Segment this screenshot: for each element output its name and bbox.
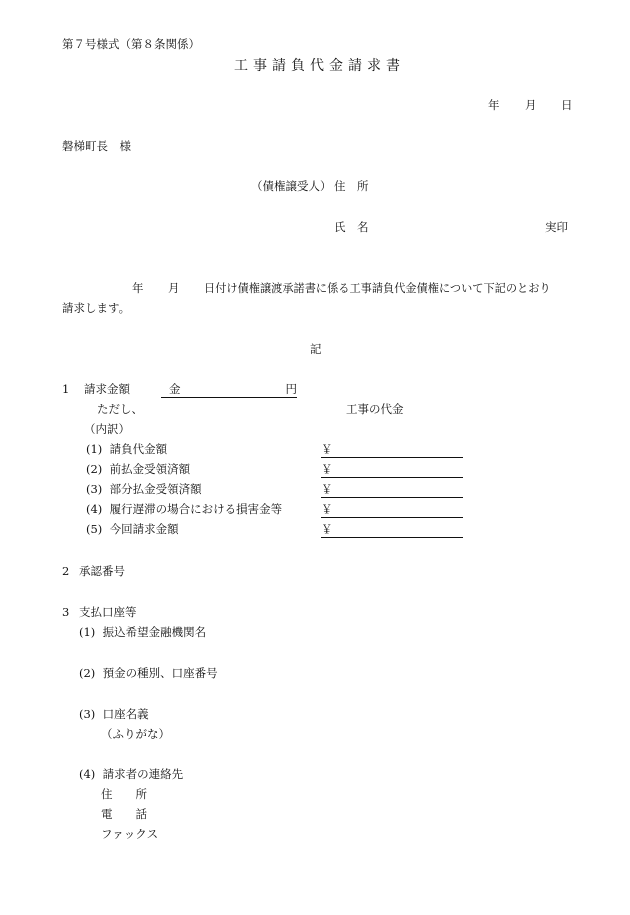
- currency-symbol: ￥: [321, 462, 333, 476]
- section2-label: 承認番号: [79, 564, 125, 578]
- breakdown-item-2: [86, 463, 190, 477]
- breakdown-item-4-amount: [321, 503, 463, 518]
- currency-symbol: ￥: [321, 442, 333, 456]
- account-type-label: (2) 預金の種別、口座番号: [79, 666, 218, 680]
- amount-field: [161, 383, 297, 398]
- section2-number: 2: [62, 564, 70, 578]
- breakdown-item-1-amount: [321, 443, 463, 458]
- breakdown-label: （内訳）: [84, 422, 130, 436]
- section1-number: 1: [62, 382, 70, 396]
- form-number: 第７号様式（第８条関係）: [62, 37, 200, 51]
- section1-label: 請求金額: [84, 382, 130, 396]
- breakdown-item-3-amount: [321, 483, 463, 498]
- date-day: 日: [561, 98, 573, 112]
- breakdown-item-1: [86, 443, 167, 457]
- contact-phone-label: 電 話: [101, 807, 147, 821]
- body-year: 年: [132, 281, 144, 295]
- item-label: 請負代金額: [109, 442, 168, 456]
- item-label: 部分払金受領済額: [109, 482, 202, 496]
- amount-prefix: 金: [169, 382, 181, 396]
- bank-name-label: (1) 振込希望金融機関名: [79, 625, 207, 639]
- breakdown-item-5-amount: [321, 523, 463, 538]
- currency-symbol: ￥: [321, 482, 333, 496]
- amount-suffix: 円: [285, 382, 297, 396]
- account-holder-label: (3) 口座名義: [79, 707, 149, 721]
- record-heading: 記: [310, 342, 322, 356]
- item-label: 履行遅滞の場合における損害金等: [109, 502, 283, 516]
- body-month: 月: [168, 281, 180, 295]
- note-suffix: 工事の代金: [346, 402, 404, 416]
- breakdown-item-3: [86, 483, 202, 497]
- item-number: (5): [86, 522, 103, 536]
- section3-label: 支払口座等: [79, 605, 137, 619]
- addressee: 磐梯町長 様: [62, 139, 131, 153]
- contact-address-label: 住 所: [101, 787, 147, 801]
- item-label: 今回請求金額: [109, 522, 179, 536]
- item-label: 前払金受領済額: [109, 462, 191, 476]
- applicant-name-label: 氏 名: [334, 220, 369, 234]
- breakdown-item-4: [86, 503, 282, 517]
- item-number: (1): [86, 442, 103, 456]
- item-number: (2): [86, 462, 103, 476]
- body-text-line1: 日付け債権譲渡承諾書に係る工事請負代金債権について下記のとおり: [204, 282, 551, 295]
- section3-number: 3: [62, 605, 70, 619]
- item-number: (3): [86, 482, 103, 496]
- breakdown-item-2-amount: [321, 463, 463, 478]
- contact-label: (4) 請求者の連絡先: [79, 767, 184, 781]
- date-month: 月: [525, 98, 537, 112]
- currency-symbol: ￥: [321, 522, 333, 536]
- contact-fax-label: ファックス: [101, 827, 159, 841]
- breakdown-item-5: [86, 523, 179, 537]
- applicant-address-label: 住 所: [334, 179, 369, 193]
- item-number: (4): [86, 502, 103, 516]
- seal-label: 実印: [545, 220, 568, 234]
- applicant-role: （債権譲受人）: [251, 179, 332, 193]
- document-title: 工事請負代金請求書: [234, 58, 405, 74]
- note-label: ただし、: [97, 402, 143, 416]
- currency-symbol: ￥: [321, 502, 333, 516]
- date-year: 年: [488, 98, 500, 112]
- furigana-label: （ふりがな）: [101, 727, 170, 741]
- body-text-line2: 請求します。: [62, 301, 131, 315]
